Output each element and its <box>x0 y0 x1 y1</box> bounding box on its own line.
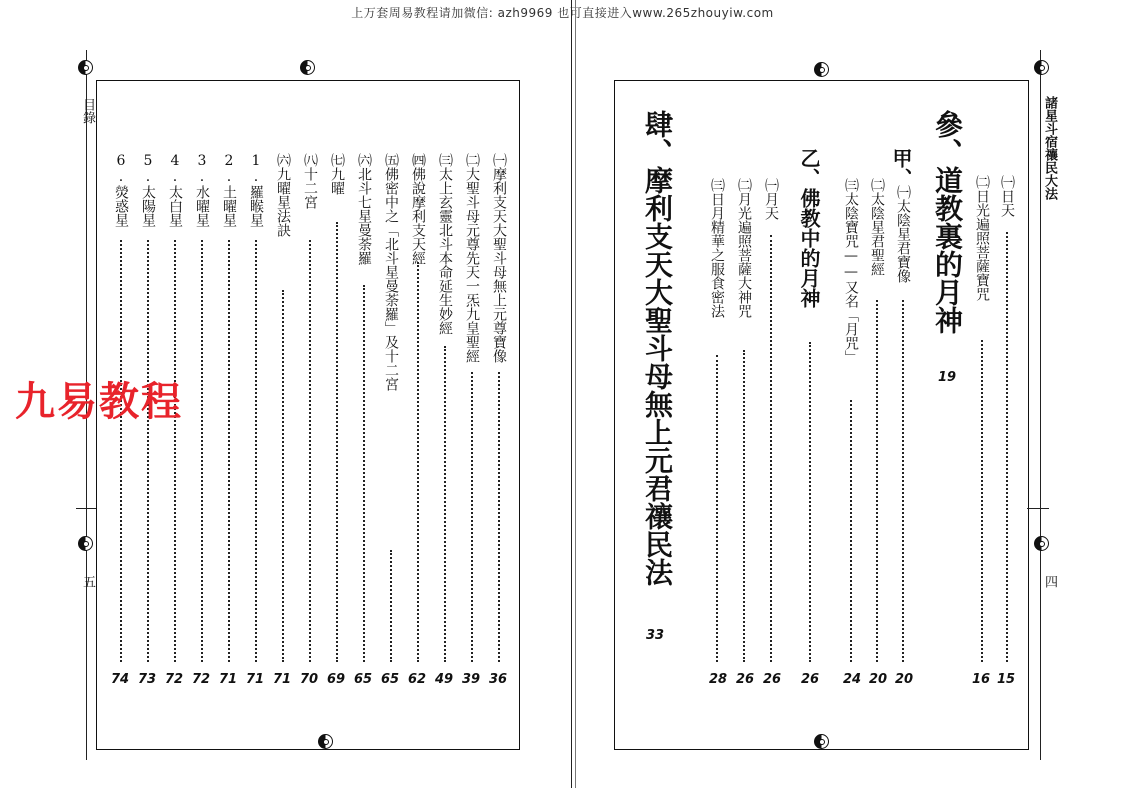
dot-leader <box>174 240 176 662</box>
dot-leader <box>201 240 203 662</box>
toc-page-number: 16 <box>971 672 991 687</box>
dot-leader <box>417 262 419 662</box>
toc-entry: ㈥北斗七星曼荼羅 <box>356 153 372 265</box>
toc-entry: ㈥九曜星法訣 <box>275 153 291 237</box>
section-page-number: 33 <box>645 628 665 643</box>
section-title: 參、道教裏的月神 <box>931 110 964 334</box>
section-title: 肆、摩利支天大聖斗母無上元君禳民法 <box>641 110 674 586</box>
right-margin-tick <box>1027 508 1049 509</box>
dot-leader <box>716 355 718 662</box>
dot-leader <box>444 346 446 662</box>
taiji-icon <box>1034 60 1049 75</box>
toc-entry: ㈧十二宮 <box>302 153 318 209</box>
toc-page-number: 71 <box>245 672 265 687</box>
dot-leader <box>876 300 878 662</box>
book-spine-shadow <box>575 0 576 788</box>
taiji-icon <box>318 734 333 749</box>
toc-page-number: 73 <box>137 672 157 687</box>
toc-entry: 6.熒惑星 <box>113 153 129 227</box>
dot-leader <box>981 340 983 662</box>
toc-entry: ㈡月光遍照菩薩大神咒 <box>736 178 752 318</box>
dot-leader <box>147 240 149 662</box>
toc-entry: ㈣佛說摩利支天經 <box>410 153 426 265</box>
toc-page-number: 20 <box>868 672 888 687</box>
toc-page-number: 24 <box>842 672 862 687</box>
book-spine <box>571 0 572 788</box>
dot-leader <box>850 400 852 662</box>
toc-entry: ㈠日天 <box>999 175 1015 217</box>
toc-entry: ㈡日光遍照菩薩寶咒 <box>974 175 990 301</box>
dot-leader <box>743 350 745 662</box>
dot-leader <box>336 222 338 662</box>
toc-page-number: 15 <box>996 672 1016 687</box>
toc-entry: 3.水曜星 <box>194 153 210 227</box>
toc-page-number: 72 <box>164 672 184 687</box>
toc-page-number: 26 <box>762 672 782 687</box>
toc-entry: 5.太陽星 <box>140 153 156 227</box>
dot-leader <box>498 372 500 662</box>
toc-page-number: 71 <box>272 672 292 687</box>
toc-entry: ㈢日月精華之服食密法 <box>709 178 725 318</box>
toc-page-number: 36 <box>488 672 508 687</box>
taiji-icon <box>78 536 93 551</box>
subsection-title: 乙、佛教中的月神 <box>797 148 821 308</box>
toc-page-number: 65 <box>353 672 373 687</box>
dot-leader <box>282 290 284 662</box>
top-watermark-text: 上万套周易教程请加微信: azh9969 也可直接进入www.265zhouyiw.com <box>351 6 774 20</box>
dot-leader <box>770 235 772 662</box>
right-header-label: 諸星斗宿禳民大法 <box>1042 96 1057 200</box>
toc-page-number: 70 <box>299 672 319 687</box>
toc-entry: ㈢太陰寶咒——又名「月咒」 <box>843 178 859 364</box>
toc-entry: ㈡太陰星君聖經 <box>869 178 885 276</box>
toc-page-number: 39 <box>461 672 481 687</box>
toc-page-number: 26 <box>735 672 755 687</box>
toc-page-number: 62 <box>407 672 427 687</box>
toc-entry: 1.羅睺星 <box>248 153 264 227</box>
toc-entry: 2.土曜星 <box>221 153 237 227</box>
dot-leader <box>363 285 365 662</box>
dot-leader <box>1006 232 1008 662</box>
left-margin-tick <box>76 508 96 509</box>
toc-entry: 4.太白星 <box>167 153 183 227</box>
left-page-number: 五 <box>80 575 95 588</box>
toc-page-number: 49 <box>434 672 454 687</box>
toc-entry: ㈢太上玄靈北斗本命延生妙經 <box>437 153 453 335</box>
dot-leader <box>309 240 311 662</box>
dot-leader <box>255 240 257 662</box>
taiji-icon <box>814 62 829 77</box>
dot-leader <box>120 240 122 662</box>
toc-page-number: 72 <box>191 672 211 687</box>
dot-leader <box>471 372 473 662</box>
toc-page-number: 65 <box>380 672 400 687</box>
toc-page-number: 71 <box>218 672 238 687</box>
toc-page-number: 74 <box>110 672 130 687</box>
taiji-icon <box>78 60 93 75</box>
toc-entry: ㈦九曜 <box>329 153 345 195</box>
toc-page-number: 69 <box>326 672 346 687</box>
taiji-icon <box>814 734 829 749</box>
toc-entry: ㈡大聖斗母元尊先天一炁九皇聖經 <box>464 153 480 363</box>
subsection-title: 甲、 <box>889 148 913 188</box>
toc-entry: ㈤佛密中之「北斗星曼荼羅」及十二宮 <box>383 153 399 391</box>
section-page-number: 19 <box>937 370 957 385</box>
right-page-number: 四 <box>1042 575 1057 588</box>
dot-leader <box>809 342 811 662</box>
dot-leader <box>228 240 230 662</box>
taiji-icon <box>1034 536 1049 551</box>
left-header-label: 目錄 <box>80 98 95 124</box>
toc-page-number: 20 <box>894 672 914 687</box>
toc-page-number: 26 <box>800 672 820 687</box>
toc-entry: ㈠太陰星君寶像 <box>895 185 911 283</box>
toc-entry: ㈠摩利支天大聖斗母無上元尊寶像 <box>491 153 507 363</box>
toc-entry: ㈠月天 <box>763 178 779 220</box>
taiji-icon <box>300 60 315 75</box>
toc-page-number: 28 <box>708 672 728 687</box>
dot-leader <box>902 300 904 662</box>
dot-leader <box>390 550 392 662</box>
brand-watermark: 九易教程 <box>15 379 183 425</box>
